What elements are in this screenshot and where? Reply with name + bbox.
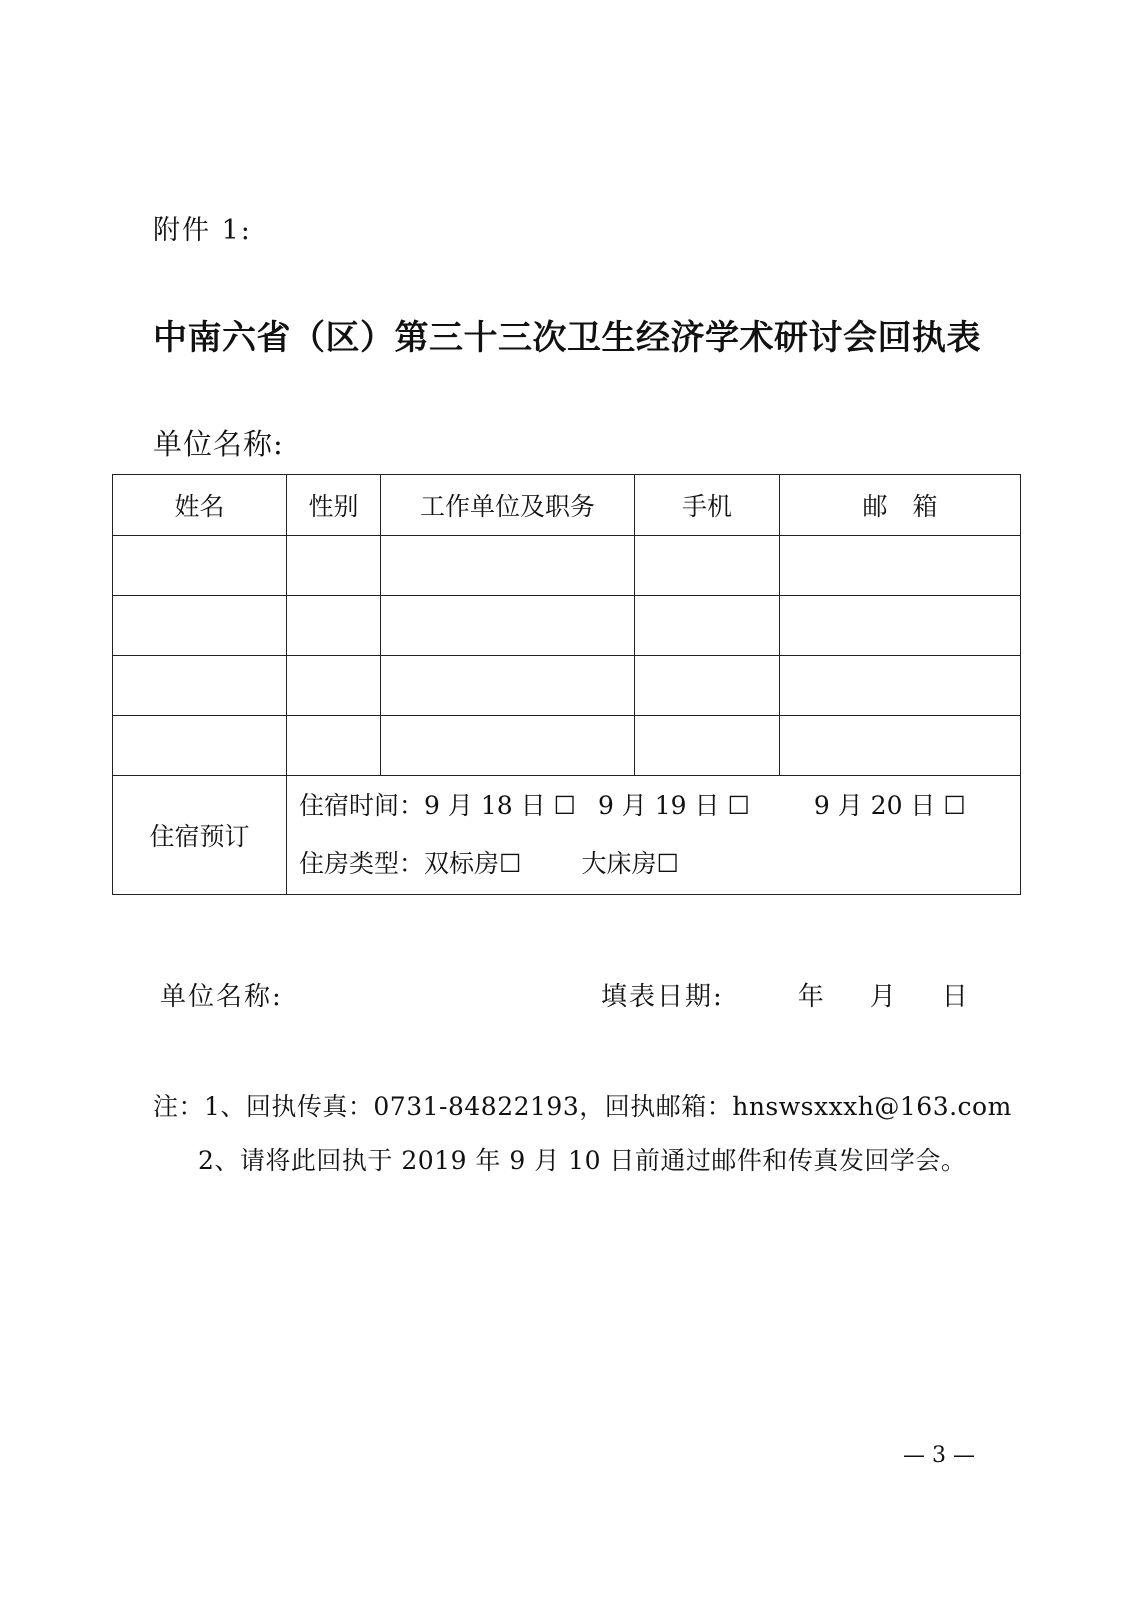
work-unit-cell[interactable]	[381, 596, 635, 656]
gender-cell[interactable]	[287, 596, 381, 656]
table-row	[113, 596, 1021, 656]
day-label: 日	[941, 982, 970, 1012]
lodging-time-line	[299, 777, 1020, 835]
name-cell[interactable]	[113, 656, 287, 716]
table-header-row	[113, 475, 1021, 536]
date-option-sep19[interactable]: 9 月 19 日 ☐	[597, 791, 750, 820]
footer-unit-label: 单位名称:	[160, 982, 283, 1012]
phone-cell[interactable]	[635, 536, 780, 596]
page-number: — 3 —	[903, 1443, 975, 1468]
date-option-sep18[interactable]: 9 月 18 日 ☐	[424, 791, 576, 820]
table-row	[113, 716, 1021, 776]
fill-date-label: 填表日期:	[601, 982, 724, 1012]
email-cell[interactable]	[780, 536, 1021, 596]
document-title: 中南六省（区）第三十三次卫生经济学术研讨会回执表	[153, 318, 981, 358]
lodging-time-label: 住宿时间：	[299, 791, 425, 820]
work-unit-cell[interactable]	[381, 536, 635, 596]
name-cell[interactable]	[113, 716, 287, 776]
table-row	[113, 656, 1021, 716]
name-cell[interactable]	[113, 596, 287, 656]
gender-cell[interactable]	[287, 716, 381, 776]
name-cell[interactable]	[113, 536, 287, 596]
lodging-row	[113, 776, 1021, 895]
date-option-sep20[interactable]: 9 月 20 日 ☐	[813, 791, 966, 820]
gender-cell[interactable]	[287, 536, 381, 596]
room-option-king[interactable]: 大床房☐	[581, 849, 679, 878]
lodging-options	[287, 776, 1021, 895]
registration-table	[112, 474, 1021, 895]
email-cell[interactable]	[780, 656, 1021, 716]
email-cell[interactable]	[780, 596, 1021, 656]
work-unit-cell[interactable]	[381, 656, 635, 716]
lodging-label: 住宿预订	[113, 776, 287, 895]
header-work-unit: 工作单位及职务	[381, 475, 635, 536]
header-phone: 手机	[635, 475, 780, 536]
note-contact: 注：1、回执传真：0731-84822193，回执邮箱：hnswsxxxh@163.com	[153, 1092, 1012, 1121]
gender-cell[interactable]	[287, 656, 381, 716]
table-row	[113, 536, 1021, 596]
phone-cell[interactable]	[635, 716, 780, 776]
month-label: 月	[869, 982, 898, 1012]
room-type-line	[299, 835, 1020, 893]
work-unit-cell[interactable]	[381, 716, 635, 776]
header-email: 邮 箱	[780, 475, 1021, 536]
unit-name-label: 单位名称:	[153, 427, 284, 461]
room-type-label: 住房类型：	[299, 849, 425, 878]
room-option-twin[interactable]: 双标房☐	[424, 849, 522, 878]
phone-cell[interactable]	[635, 656, 780, 716]
year-label: 年	[797, 982, 826, 1012]
fill-date	[601, 976, 970, 1013]
attachment-label: 附件 1:	[153, 215, 252, 246]
header-gender: 性别	[287, 475, 381, 536]
note-deadline: 2、请将此回执于 2019 年 9 月 10 日前通过邮件和传真发回学会。	[198, 1146, 967, 1175]
header-name: 姓名	[113, 475, 287, 536]
phone-cell[interactable]	[635, 596, 780, 656]
email-cell[interactable]	[780, 716, 1021, 776]
